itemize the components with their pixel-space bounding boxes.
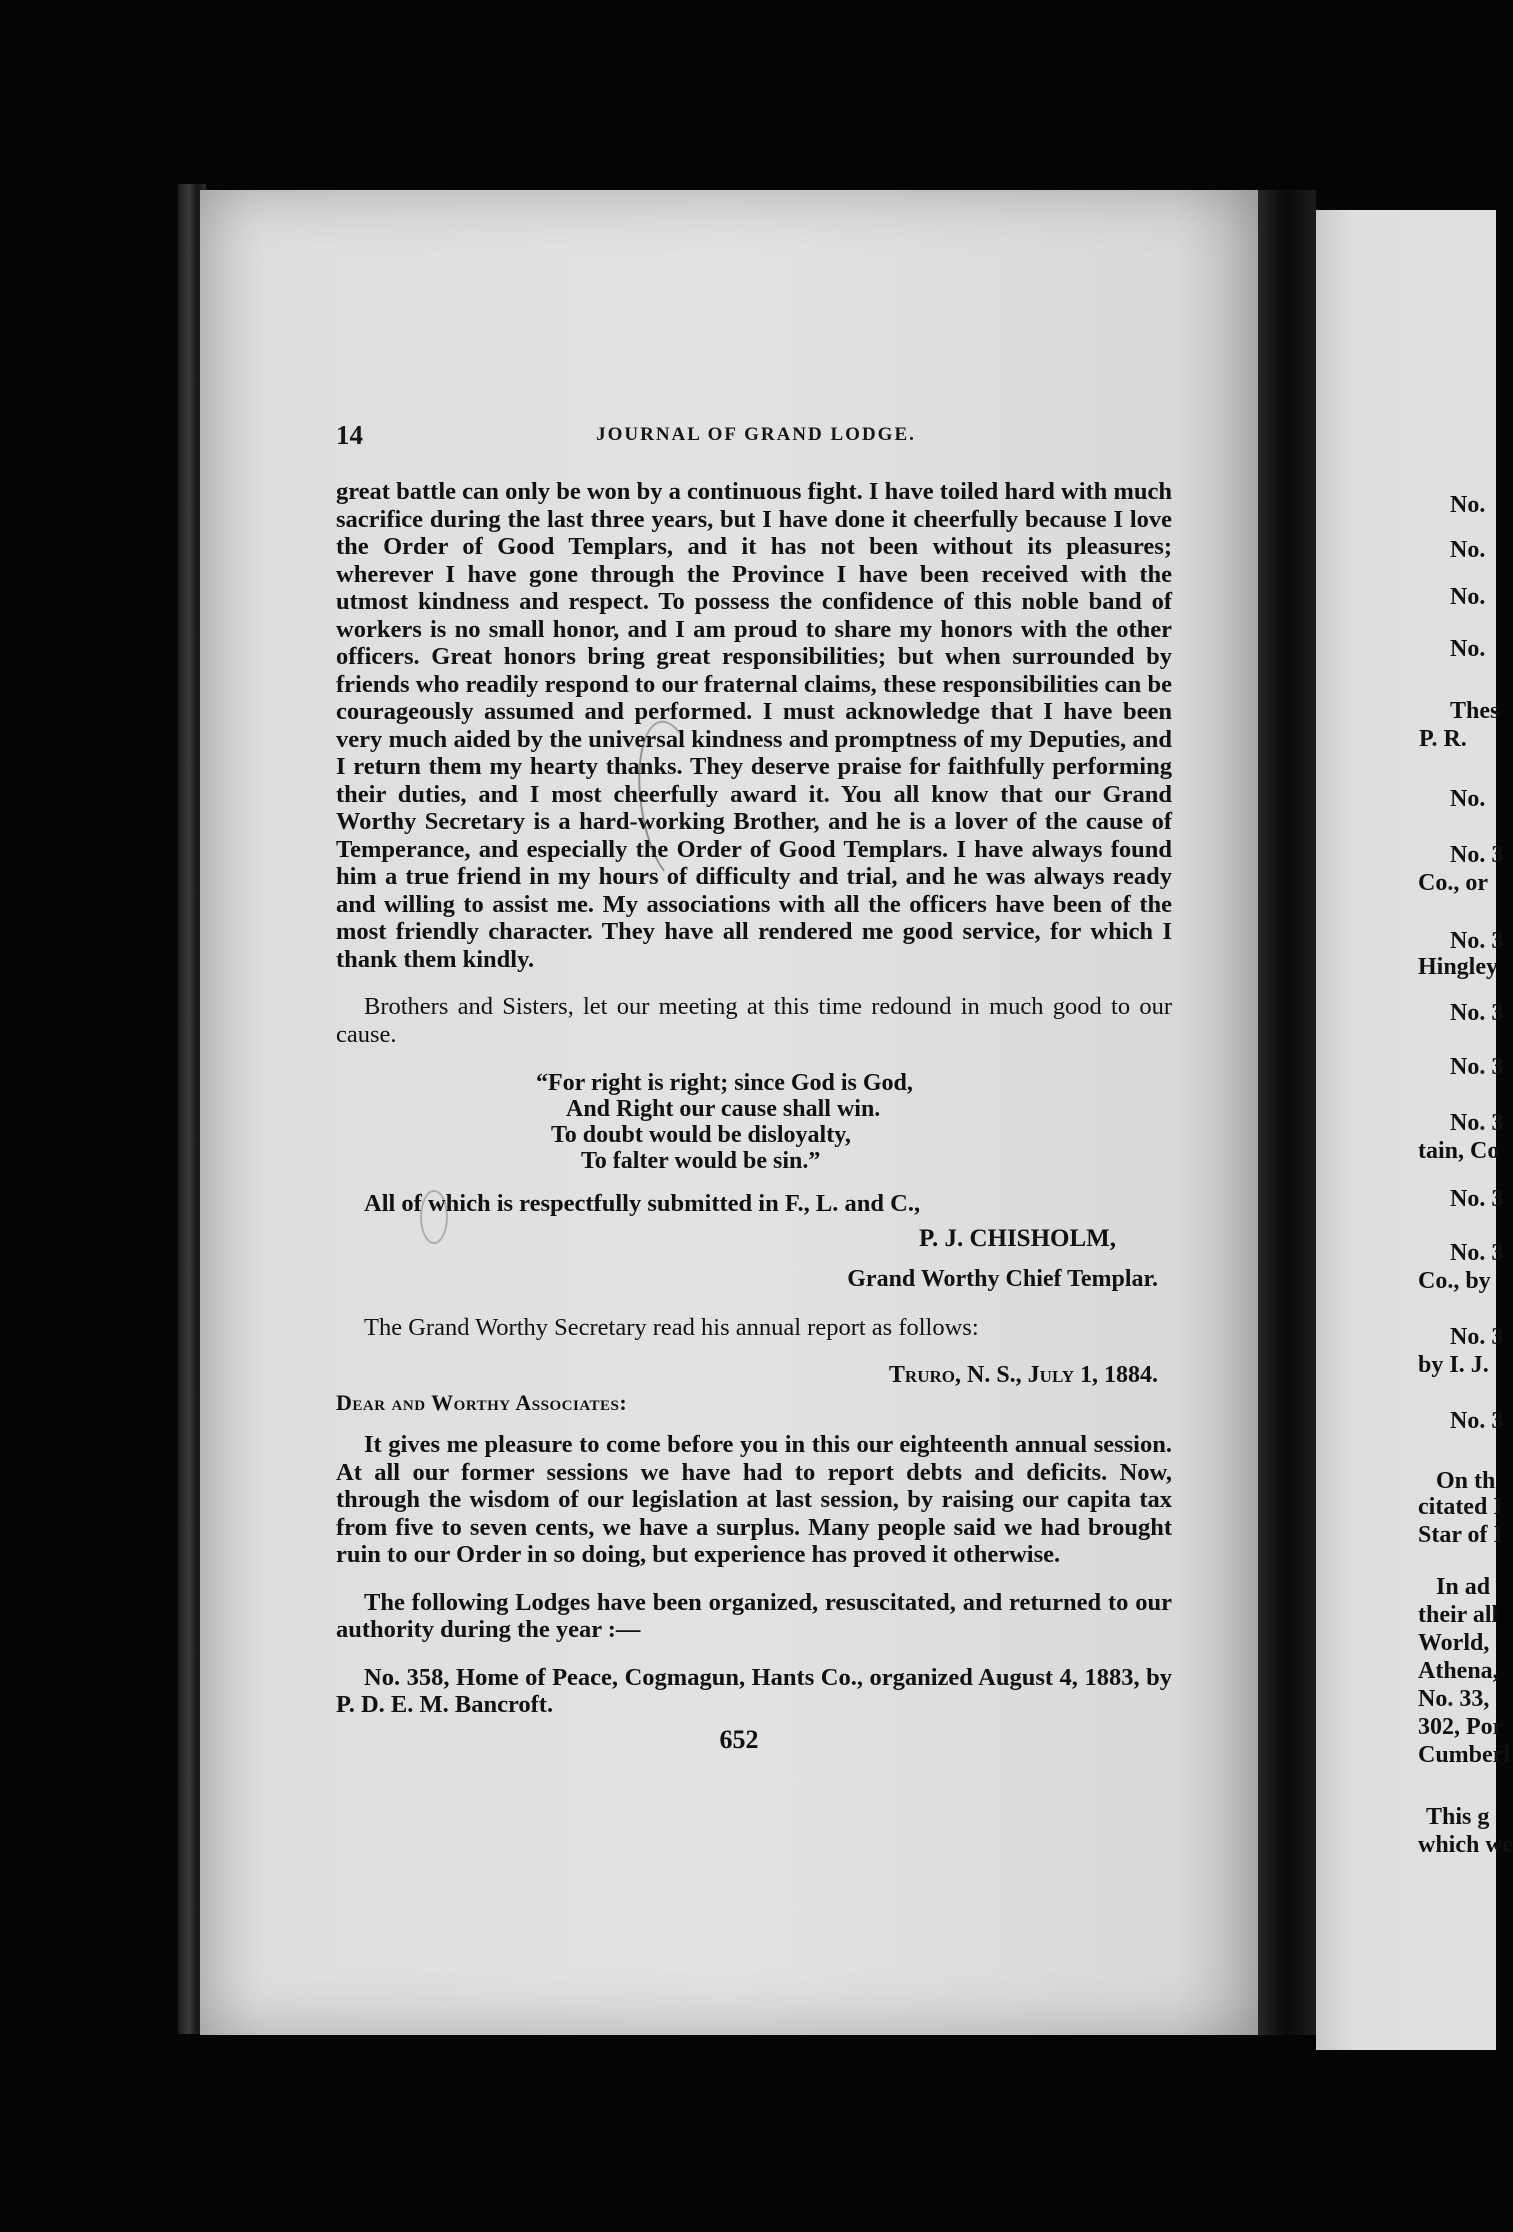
rp-line: Hingley (1418, 954, 1499, 980)
page-gutter (1258, 190, 1316, 2035)
poem-line: To doubt would be disloyalty, (551, 1122, 851, 1148)
rp-line: by I. J. (1418, 1352, 1489, 1378)
rp-line: World, (1418, 1630, 1490, 1656)
rp-line: No. (1450, 786, 1486, 812)
paragraph-lodges-intro: The following Lodges have been organized, resuscitated, and returned to our authority during the year :— (336, 1588, 1172, 1643)
rp-line: No. 33, (1418, 1686, 1490, 1712)
page-header (336, 420, 1176, 454)
rp-line: No. 3 (1450, 1240, 1504, 1266)
right-page-fragment (1316, 210, 1513, 2050)
running-title: JOURNAL OF GRAND LODGE. (596, 424, 916, 445)
rp-line: 302, Por (1418, 1714, 1504, 1740)
poem-line: And Right our cause shall win. (566, 1096, 881, 1122)
pencil-mark (420, 1190, 448, 1244)
rp-line: tain, Co (1418, 1138, 1500, 1164)
poem-line: “For right is right; since God is God, (536, 1070, 913, 1096)
rp-line: No. 3 (1450, 1186, 1504, 1212)
paragraph-closing-remarks: great battle can only be won by a continuous fight. I have toiled hard with much sacrifice during the last three years, but I have done it cheerfully because I love the Order of Good Templars, and it has not been without its pleasures; wherever I have gone through the Province I have been received with the utmost kindness and respect. To possess the confidence of this noble band of workers is no small honor, and I am proud to share my honors with the other officers. Great honors bring great responsibilities; but when surrounded by friends who readily respond to our fraternal claims, these responsibilities can be courageously assumed and performed. I must acknowledge that I have been very much aided by the universal kindness and promptness of my Deputies, and I return them my hearty thanks. They deserve praise for faithfully performing their duties, and I most cheerfully award it. You all know that our Grand Worthy Secretary is a hard-working Brother, and he is a lover of the cause of Temperance, and especially the Order of Good Templars. I have always found him a true friend in my hours of difficulty and trial, and he was always ready and willing to assist me. My associations with all the officers have been of the most friendly character. They have all rendered me good service, for which I thank them kindly. (336, 478, 1172, 973)
report-dateline: Truro, N. S., July 1, 1884. (888, 1362, 1158, 1388)
report-salutation: Dear and Worthy Associates: (336, 1390, 628, 1415)
rp-line: Thes (1450, 698, 1500, 724)
rp-line: No. (1450, 584, 1486, 610)
rp-line: which we (1418, 1832, 1513, 1858)
paragraph-report-opening: It gives me pleasure to come before you in this our eighteenth annual session. At all our former sessions we have had to report debts and deficits. Now, through the wisdom of our legislation at last session, by raising our capita tax from five to seven cents, we have a surplus. Many people said we had brought ruin to our Order in so doing, but experience has proved it otherwise. (336, 1431, 1172, 1568)
rp-line: No. (1450, 537, 1486, 563)
rp-line: No. 3 (1450, 1110, 1504, 1136)
paragraph-submission: All of which is respectfully submitted in F., L. and C., (364, 1190, 921, 1217)
rp-line: Co., by (1418, 1268, 1491, 1294)
rp-line: P. R. (1419, 726, 1467, 752)
rp-line: No. 3 (1450, 842, 1504, 868)
rp-line: No. 3 (1450, 1408, 1504, 1434)
paragraph-lodge-358: No. 358, Home of Peace, Cogmagun, Hants Co., organized August 4, 1883, by P. D. E. M. Bancroft. (336, 1663, 1172, 1718)
rp-line: Athena, (1418, 1658, 1499, 1684)
paragraph-brothers-sisters: Brothers and Sisters, let our meeting at this time redound in much good to our cause. (336, 993, 1172, 1048)
rp-line: Co., or (1418, 870, 1488, 896)
rp-line: No. 3 (1450, 1054, 1504, 1080)
rp-line: No. (1450, 636, 1486, 662)
paragraph-secretary-intro: The Grand Worthy Secretary read his annual report as follows: (364, 1313, 979, 1341)
rp-line: their all (1418, 1602, 1499, 1628)
poem-line: To falter would be sin.” (581, 1148, 821, 1174)
rp-line: This g (1426, 1804, 1490, 1830)
rp-line: Star of I (1418, 1522, 1503, 1548)
poem-quote (536, 1070, 1172, 1174)
rp-line: citated I (1418, 1494, 1503, 1520)
signature-name: P. J. CHISHOLM, (918, 1224, 1116, 1252)
sheet-number: 652 (719, 1724, 759, 1754)
rp-line: No. 3 (1450, 1324, 1504, 1350)
rp-line: In ad (1436, 1574, 1491, 1600)
rp-line: No. 3 (1450, 1000, 1504, 1026)
page-body (336, 478, 1172, 1755)
rp-line: On th (1436, 1468, 1496, 1494)
signature-title: Grand Worthy Chief Templar. (847, 1265, 1158, 1292)
rp-line: No. (1450, 492, 1486, 518)
rp-line: No. 3 (1450, 928, 1504, 954)
rp-line: Cumberl (1418, 1742, 1510, 1768)
page-number: 14 (336, 420, 363, 450)
